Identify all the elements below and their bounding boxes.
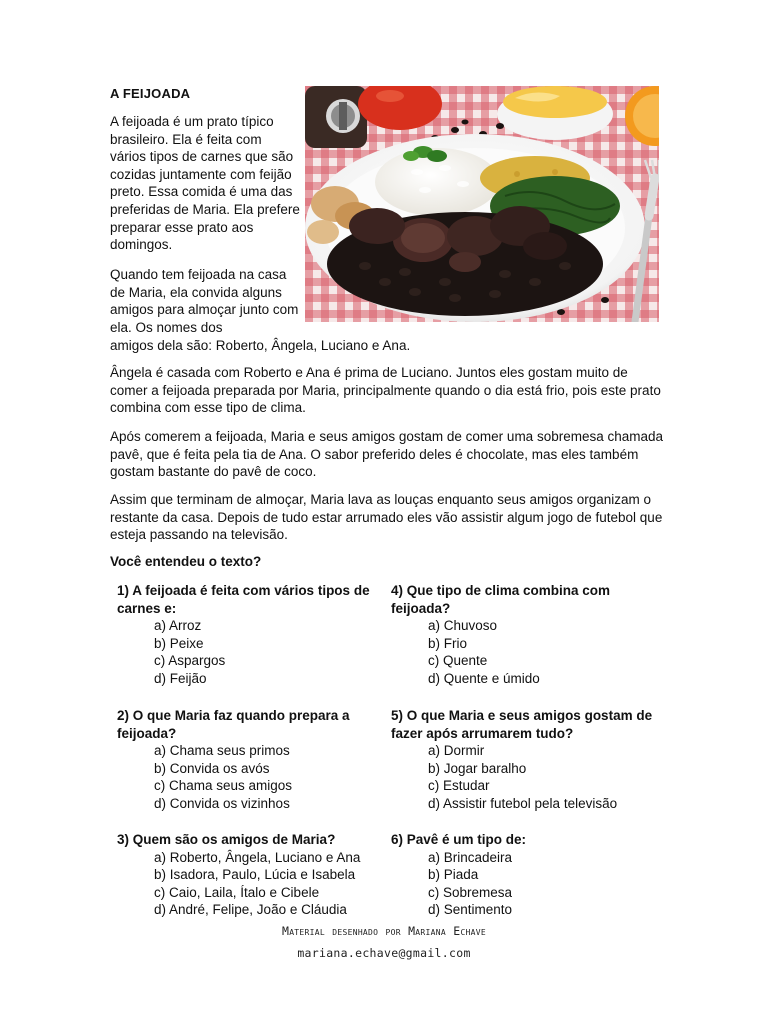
option-b: b) Jogar baralho <box>428 760 527 776</box>
option-a: a) Dormir <box>428 743 485 759</box>
question-5 <box>391 707 656 813</box>
question-4 <box>391 582 656 688</box>
paragraph-5: Assim que terminam de almoçar, Maria lava as louças enquanto seus amigos organizam o restante da casa. Depois de tudo estar arrumado eles vão assistir algum jogo de futebol que esteja passando na televisão. <box>110 492 663 543</box>
option-c: c) Caio, Laila, Ítalo e Cibele <box>154 884 320 900</box>
question-text: 1) A feijoada é feita com vários tipos de carnes e: <box>117 583 370 616</box>
option-b: b) Piada <box>428 867 479 883</box>
option-b: b) Isadora, Paulo, Lúcia e Isabela <box>154 867 356 883</box>
option-d: d) Sentimento <box>428 902 513 918</box>
question-text: 6) Pavê é um tipo de: <box>391 832 527 847</box>
option-a: a) Brincadeira <box>428 849 513 865</box>
paragraph-2-wrapped: Quando tem feijoada na casa de Maria, ela convida alguns amigos para almoçar junto com ela. Os nomes dos <box>110 267 299 335</box>
option-list <box>117 849 382 919</box>
option-a: a) Roberto, Ângela, Luciano e Ana <box>154 849 361 865</box>
option-list <box>391 617 656 687</box>
option-a: a) Chama seus primos <box>154 743 290 759</box>
option-d: d) Assistir futebol pela televisão <box>428 795 618 811</box>
option-list <box>117 617 382 687</box>
question-6 <box>391 831 656 919</box>
option-c: c) Aspargos <box>154 653 226 669</box>
option-c: c) Estudar <box>428 778 490 794</box>
questions-heading: Você entendeu o texto? <box>110 554 262 569</box>
option-a: a) Arroz <box>154 618 202 634</box>
footer-email: mariana.echave@gmail.com <box>297 946 471 960</box>
option-list <box>391 742 656 812</box>
option-a: a) Chuvoso <box>428 618 498 634</box>
question-3 <box>117 831 382 919</box>
feijoada-photo <box>305 86 659 322</box>
option-d: d) André, Felipe, João e Cláudia <box>154 902 347 918</box>
option-c: c) Chama seus amigos <box>154 778 293 794</box>
question-text: 5) O que Maria e seus amigos gostam de fazer após arrumarem tudo? <box>391 708 653 741</box>
option-c: c) Quente <box>428 653 488 669</box>
footer-credit: Material desenhado por Mariana Echave <box>281 924 487 938</box>
option-d: d) Quente e úmido <box>428 670 540 686</box>
option-list <box>391 849 656 919</box>
option-b: b) Frio <box>428 635 468 651</box>
paragraph-3: Ângela é casada com Roberto e Ana é prima de Luciano. Juntos eles gostam muito de comer a feijoada preparada por Maria, principalmente quando o dia está frio, pois este prato combina com esse tipo de clima. <box>110 365 661 416</box>
question-2 <box>117 707 382 813</box>
option-d: d) Feijão <box>154 670 207 686</box>
option-b: b) Convida os avós <box>154 760 270 776</box>
option-b: b) Peixe <box>154 635 204 651</box>
option-d: d) Convida os vizinhos <box>154 795 290 811</box>
question-text: 4) Que tipo de clima combina com feijoada? <box>391 583 611 616</box>
page-title: A FEIJOADA <box>110 86 191 101</box>
option-list <box>117 742 382 812</box>
pepper-grinder <box>305 86 367 148</box>
question-1 <box>117 582 382 688</box>
question-text: 2) O que Maria faz quando prepara a feijoada? <box>117 708 350 741</box>
option-c: c) Sobremesa <box>428 884 513 900</box>
question-text: 3) Quem são os amigos de Maria? <box>117 832 336 847</box>
paragraph-4: Após comerem a feijoada, Maria e seus amigos gostam de comer uma sobremesa chamada pavê, que é feita pela tia de Ana. O sabor preferido deles é chocolate, mas eles também gostam bastante do pavê de coco. <box>110 429 664 480</box>
intro-paragraph: A feijoada é um prato típico brasileiro. Ela é feita com vários tipos de carnes que são cozidas juntamente com feijão preto. Essa comida é uma das preferidas de Maria. Ela prefere preparar esse prato aos domingos. <box>110 114 300 253</box>
paragraph-2-tail: amigos dela são: Roberto, Ângela, Luciano e Ana. <box>110 338 411 353</box>
